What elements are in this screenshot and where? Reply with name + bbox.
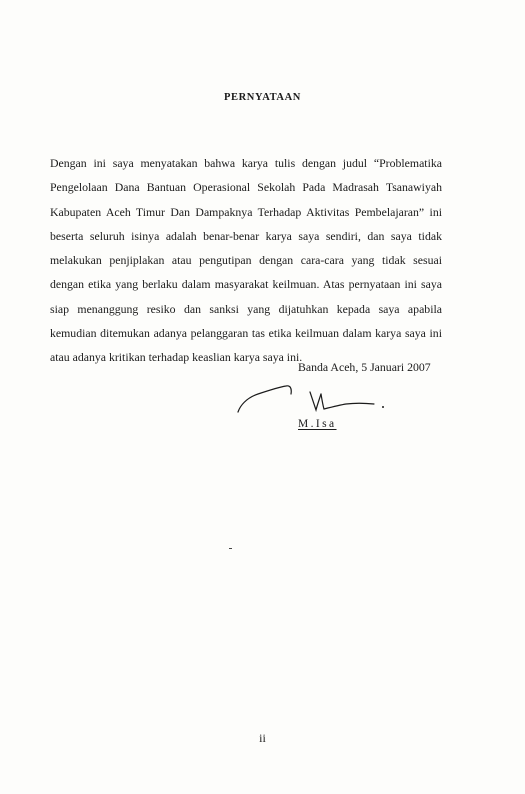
- page-number: ii: [259, 731, 266, 745]
- statement-paragraph: Dengan ini saya menyatakan bahwa karya tulis dengan judul “Problematika Pengelolaan Dana Bantuan Operasional Sekolah Pada Madrasah Tsanawiyah Kabupaten Aceh Timur Dan Dampaknya Terhadap Aktivitas Pembelajaran” ini beserta seluruh isinya adalah benar-benar karya saya sendiri, dan saya tidak melakukan penjiplakan atau pengutipan dengan cara-cara yang tidak sesuai dengan etika yang berlaku dalam masyarakat keilmuan. Atas pernyataan ini saya siap menanggung resiko dan sanksi yang dijatuhkan kepada saya apabila kemudian ditemukan adanya pelanggaran tas etika keilmuan dalam karya saya ini atau adanya kritikan terhadap keaslian karya saya ini.: [50, 156, 442, 365]
- signature-image: [228, 382, 398, 420]
- scan-speck: [229, 548, 232, 549]
- place-and-date: Banda Aceh, 5 Januari 2007: [298, 360, 431, 374]
- page-title: PERNYATAAN: [224, 92, 301, 103]
- signer-name: M.Isa: [298, 418, 337, 430]
